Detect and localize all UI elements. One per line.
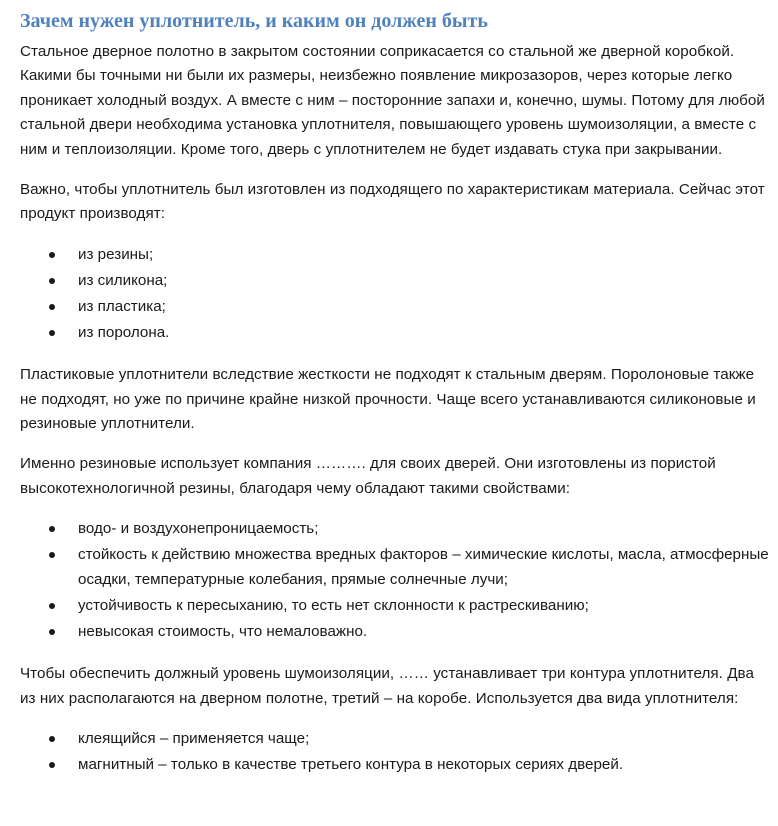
list-item	[20, 727, 770, 751]
list-item	[20, 243, 770, 267]
bullet-icon	[49, 304, 55, 310]
list-item	[20, 594, 770, 618]
list-item-text: из резины;	[78, 245, 154, 263]
list-item-text: водо- и воздухонепроницаемость;	[78, 520, 319, 538]
bullet-icon	[49, 736, 55, 742]
list-item-text: клеящийся – применяется чаще;	[78, 729, 310, 747]
list-item	[20, 517, 770, 541]
materials-list	[20, 243, 770, 345]
properties-list	[20, 517, 770, 644]
contours-paragraph: Чтобы обеспечить должный уровень шумоизоляции, …… устанавливает три контура уплотнителя. Два из них располагаются на дверном полотне, третий – на коробе. Используется два вида уплотнителя:	[20, 665, 755, 707]
bullet-icon	[49, 603, 55, 609]
intro-paragraph: Стальное дверное полотно в закрытом состоянии соприкасается со стальной же дверной коробкой. Какими бы точными ни были их размеры, неизбежно появление микрозазоров, через которые легко проникает холодный воздух. А вместе с ним – посторонние запахи и, конечно, шумы. Потому для любой стальной двери необходима установка уплотнителя, повышающего уровень шумоизоляции, а вместе с ним и теплоизоляции. Кроме того, дверь с уплотнителем не будет издавать стука при закрывании.	[20, 43, 765, 158]
bullet-icon	[49, 330, 55, 336]
list-item	[20, 269, 770, 293]
bullet-icon	[49, 252, 55, 258]
bullet-icon	[49, 629, 55, 635]
list-item-text: из силикона;	[78, 271, 168, 289]
bullet-icon	[49, 762, 55, 768]
bullet-icon	[49, 552, 55, 558]
list-item	[20, 321, 770, 345]
list-item	[20, 543, 770, 592]
list-item-text: из пластика;	[78, 297, 166, 315]
materials-comparison-paragraph: Пластиковые уплотнители вследствие жесткости не подходят к стальным дверям. Поролоновые также не подходят, но уже по причине крайне низкой прочности. Чаще всего устанавливаются силиконовые и резиновые уплотнители.	[20, 366, 756, 433]
list-item-text: стойкость к действию множества вредных факторов – химические кислоты, масла, атмосферные осадки, температурные колебания, прямые солнечные лучи;	[78, 546, 769, 588]
bullet-icon	[49, 526, 55, 532]
list-item-text: устойчивость к пересыханию, то есть нет склонности к растрескиванию;	[78, 596, 589, 614]
article-title: Зачем нужен уплотнитель, и каким он должен быть	[20, 10, 488, 32]
list-item	[20, 620, 770, 644]
list-item	[20, 753, 770, 777]
materials-intro-paragraph: Важно, чтобы уплотнитель был изготовлен из подходящего по характеристикам материала. Сейчас этот продукт производят:	[20, 181, 765, 223]
seal-types-list	[20, 727, 770, 777]
list-item-text: из поролона.	[78, 323, 170, 341]
list-item-text: невысокая стоимость, что немаловажно.	[78, 622, 368, 640]
properties-intro-paragraph: Именно резиновые использует компания ………. для своих дверей. Они изготовлены из пористой высокотехнологичной резины, благодаря чему обладают такими свойствами:	[20, 455, 716, 497]
bullet-icon	[49, 278, 55, 284]
list-item-text: магнитный – только в качестве третьего контура в некоторых сериях дверей.	[78, 755, 624, 773]
list-item	[20, 295, 770, 319]
